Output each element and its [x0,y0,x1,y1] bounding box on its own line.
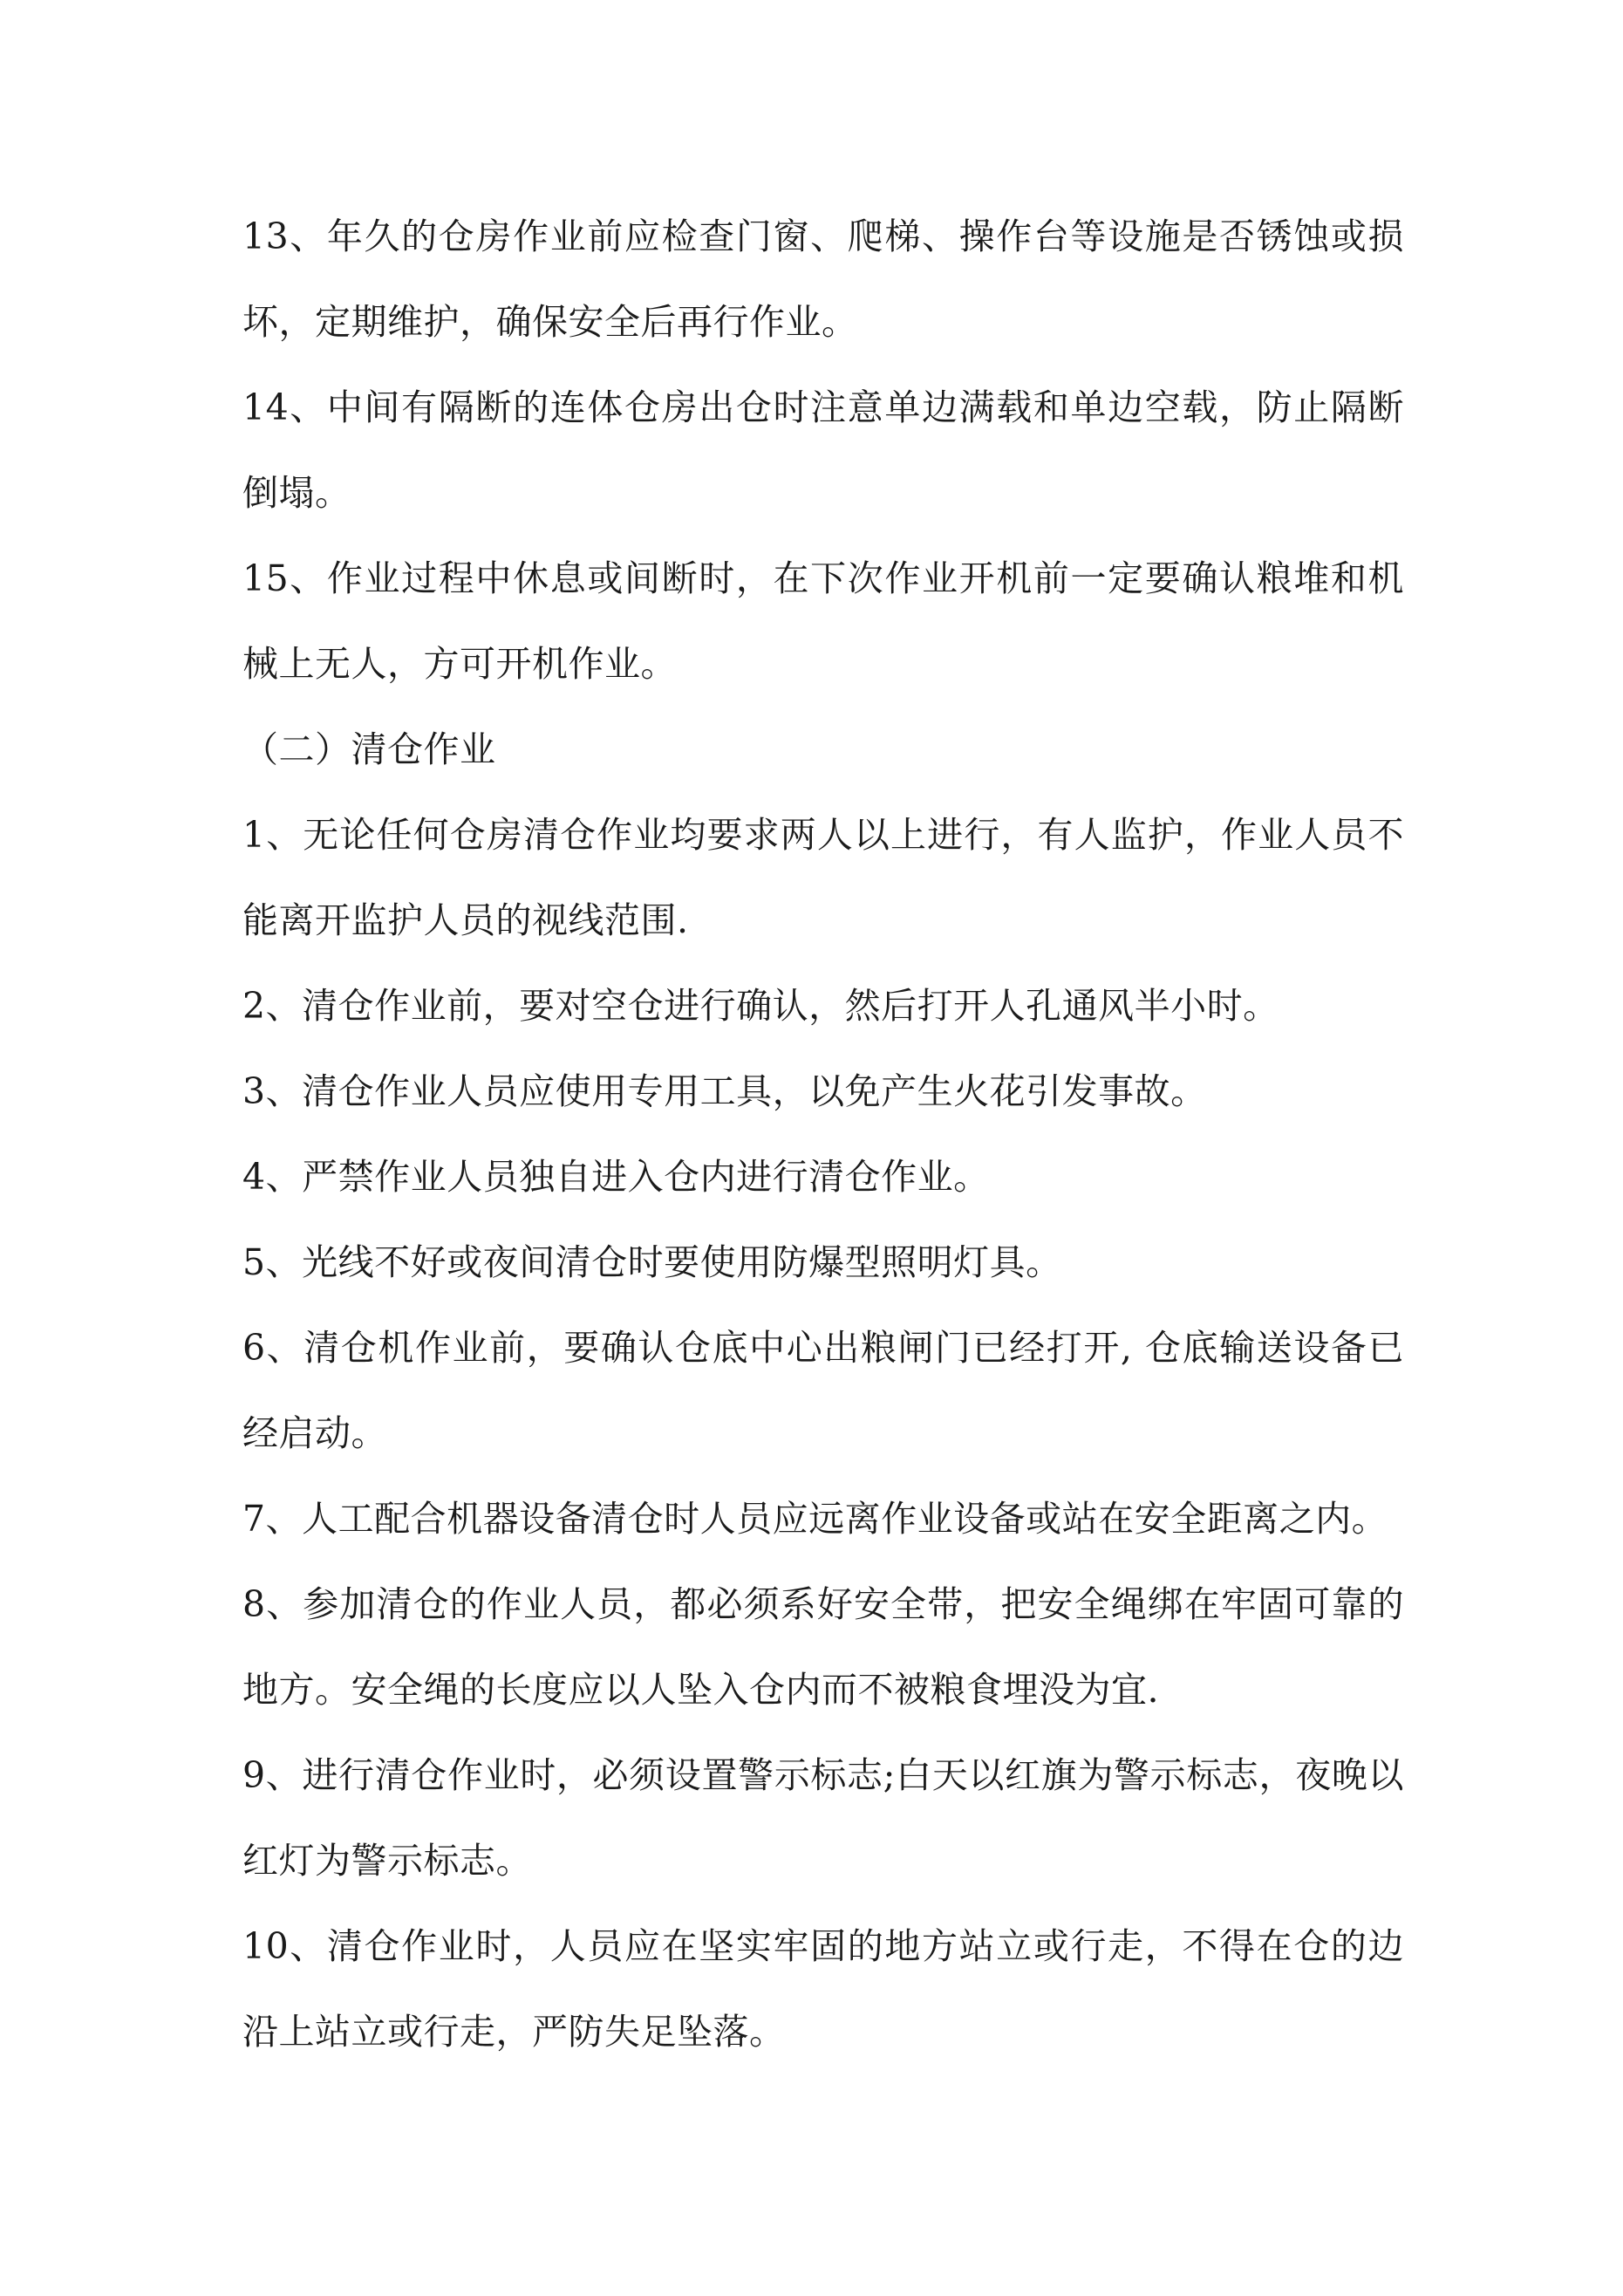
paragraph-item-1: 1、无论任何仓房清仓作业均要求两人以上进行，有人监护，作业人员不能离开监护人员的视线范围. [242,814,1404,941]
paragraph-item-2: 2、清仓作业前，要对空仓进行确认，然后打开人孔通风半小时。 [242,985,1279,1027]
paragraph-item-6: 6、清仓机作业前，要确认仓底中心出粮闸门已经打开, 仓底输送设备已经启动。 [242,1327,1404,1454]
paragraph-item-8: 8、参加清仓的作业人员，都必须系好安全带，把安全绳绑在牢固可靠的地方。安全绳的长度应以人坠入仓内而不被粮食埋没为宜. [242,1583,1404,1711]
paragraph-item-10: 10、清仓作业时，人员应在坚实牢固的地方站立或行走，不得在仓的边沿上站立或行走，严防失足坠落。 [242,1925,1404,2053]
paragraph-item-9: 9、进行清仓作业时，必须设置警示标志;白天以红旗为警示标志，夜晚以红灯为警示标志。 [242,1754,1404,1882]
paragraph-item-4: 4、严禁作业人员独自进入仓内进行清仓作业。 [242,1156,990,1198]
section-heading: （二）清仓作业 [242,728,496,770]
paragraph-item-3: 3、清仓作业人员应使用专用工具，以免产生火花引发事故。 [242,1070,1207,1112]
paragraph-item-15: 15、作业过程中休息或间断时，在下次作业开机前一定要确认粮堆和机械上无人，方可开机作业。 [242,557,1404,685]
paragraph-item-14: 14、中间有隔断的连体仓房出仓时注意单边满载和单边空载，防止隔断倒塌。 [242,386,1404,514]
paragraph-item-7: 7、人工配合机器设备清仓时人员应远离作业设备或站在安全距离之内。 [242,1498,1388,1540]
document-body [242,194,1404,2074]
paragraph-item-13: 13、年久的仓房作业前应检查门窗、爬梯、操作台等设施是否锈蚀或损坏，定期维护，确保安全后再行作业。 [242,215,1404,343]
paragraph-item-5: 5、光线不好或夜间清仓时要使用防爆型照明灯具。 [242,1241,1062,1283]
